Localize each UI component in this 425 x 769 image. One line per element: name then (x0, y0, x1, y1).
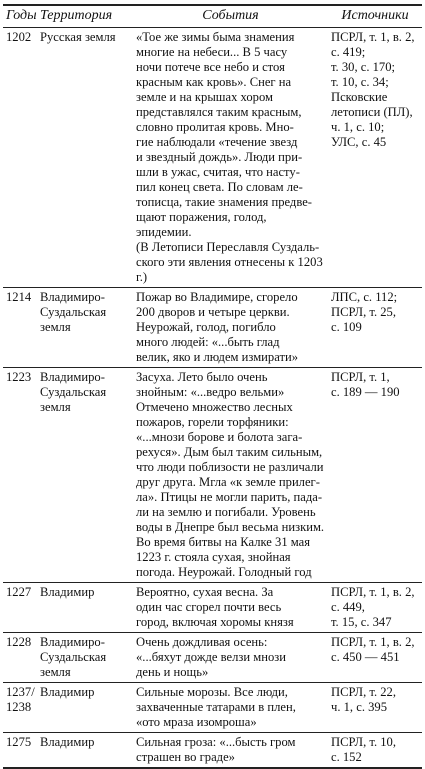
row-event: «Тое же зимы быма знамения многие на небеси... В 5 часу ночи потече все небо и стоя красным как кровь». Снег на земле и на крышах хором представлялся таким красным, словно пролитая кровь. Мно- гие наблюдали «течение звезд и звездный дождь». Люди при- шли в ужас, считая, что насту- пил конец света. По словам ле- тописца, такие знамения предве- щают поражения, голод, эпидемии. (В Летописи Переславля Суздаль- ского эти явления отнесены к 1203 г.) (136, 30, 323, 284)
table-row (3, 288, 422, 368)
row-source: ПСРЛ, т. 1, в. 2, с. 419; т. 30, с. 170; т. 10, с. 34; Псковские летописи (ПЛ), ч. 1, с. 10; УЛС, с. 45 (331, 30, 415, 149)
row-year: 1275 (6, 735, 32, 749)
row-year: 1223 (6, 370, 32, 384)
row-territory: Владимир (40, 685, 95, 699)
row-source: ЛПС, с. 112; ПСРЛ, т. 25, с. 109 (331, 290, 398, 334)
row-source: ПСРЛ, т. 1, в. 2, с. 450 — 451 (331, 635, 415, 664)
row-event: Пожар во Владимире, сгорело 200 дворов и четыре церкви. Неурожай, голод, погибло много людей: «...быть глад велик, яко и людем измирати» (136, 290, 299, 364)
row-event: Засуха. Лето было очень знойным: «...ведро вельми» Отмечено множество лесных пожаров, горели торфяники: «...мнози борове и болота зага- рехуся». Дым был таким сильным, что люди поблизости не различали друг друга. Мгла «к земле прилег- ла». Птицы не могли парить, пада- ли на землю и погибали. Уровень воды в Днепре был весьма низким. Во время битвы на Калке 31 мая 1223 г. стояла сухая, знойная погода. Неурожай. Голодный год (136, 370, 325, 579)
row-source: ПСРЛ, т. 1, в. 2, с. 449, т. 15, с. 347 (331, 585, 415, 629)
table-row (3, 368, 422, 583)
row-territory: Владимир (40, 735, 95, 749)
row-source: ПСРЛ, т. 10, с. 152 (331, 735, 396, 764)
row-territory: Владимиро- Суздальская земля (40, 290, 107, 334)
header-events: События (202, 8, 259, 23)
row-territory: Владимиро- Суздальская земля (40, 635, 107, 679)
row-year: 1202 (6, 30, 32, 44)
row-territory: Русская земля (40, 30, 116, 44)
row-source: ПСРЛ, т. 1, с. 189 — 190 (331, 370, 400, 399)
table-row (3, 733, 422, 769)
row-year: 1228 (6, 635, 32, 649)
row-event: Очень дождливая осень: «...бяхут дожде велзи мнози день и нощь» (136, 635, 286, 679)
header-sources: Источники (341, 8, 409, 23)
table-row (3, 583, 422, 633)
row-year: 1227 (6, 585, 32, 599)
header-years: Годы (6, 8, 37, 23)
chronicle-table (3, 4, 422, 769)
row-territory: Владимиро- Суздальская земля (40, 370, 107, 414)
row-event: Сильные морозы. Все люди, захваченные татарами в плен, «ото мраза изомроша» (136, 685, 296, 729)
table-header (3, 4, 422, 28)
row-territory: Владимир (40, 585, 95, 599)
row-year: 1237/ 1238 (6, 685, 35, 714)
row-event: Вероятно, сухая весна. За один час сгорел почти весь город, включая хоромы князя (136, 585, 294, 629)
row-event: Сильная гроза: «...бысть гром страшен во граде» (136, 735, 296, 764)
header-territory: Территория (40, 8, 113, 23)
row-source: ПСРЛ, т. 22, ч. 1, с. 395 (331, 685, 396, 714)
row-year: 1214 (6, 290, 32, 304)
table-row (3, 28, 422, 288)
table-row (3, 633, 422, 683)
table-row (3, 683, 422, 733)
